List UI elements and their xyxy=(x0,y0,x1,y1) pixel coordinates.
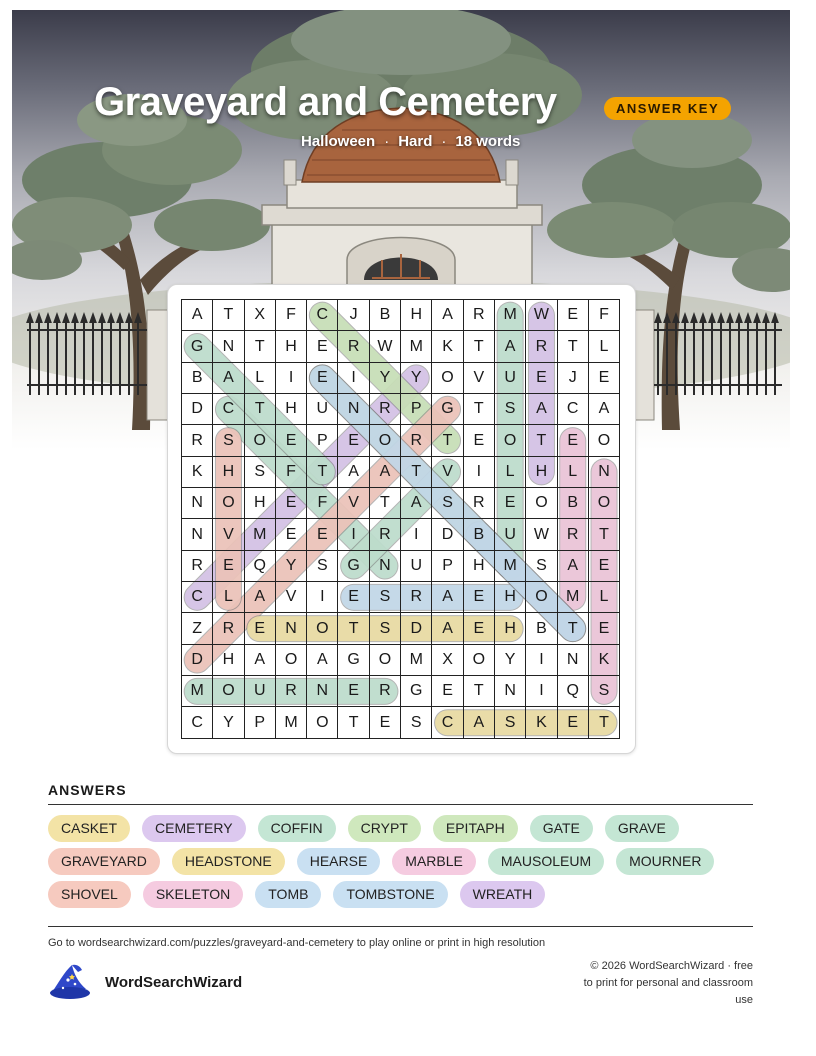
grid-cell[interactable]: A xyxy=(338,457,369,488)
grid-cell[interactable]: Q xyxy=(245,551,276,582)
answer-chip: TOMB xyxy=(255,881,321,908)
grid-cell[interactable]: R xyxy=(558,519,589,550)
grid-cell[interactable]: K xyxy=(589,645,620,676)
grid-cell[interactable]: E xyxy=(558,300,589,331)
grid-cell[interactable]: D xyxy=(432,519,463,550)
grid-cell[interactable]: N xyxy=(558,645,589,676)
grid-cell[interactable]: E xyxy=(213,551,244,582)
grid-cell[interactable]: L xyxy=(589,582,620,613)
grid-cell[interactable]: E xyxy=(558,707,589,738)
grid-cell[interactable]: R xyxy=(464,300,495,331)
answer-chip: MAUSOLEUM xyxy=(488,848,604,875)
grid-cell[interactable]: I xyxy=(338,363,369,394)
grid-cell[interactable]: H xyxy=(245,488,276,519)
grid-cell[interactable]: O xyxy=(432,363,463,394)
grid-cell[interactable]: O xyxy=(589,425,620,456)
grid-cell[interactable]: A xyxy=(432,300,463,331)
grid-cell[interactable]: X xyxy=(245,300,276,331)
wizard-hat-icon xyxy=(48,962,92,1002)
grid-cell[interactable]: E xyxy=(338,676,369,707)
grid-cell[interactable]: B xyxy=(182,363,213,394)
grid-cell[interactable]: J xyxy=(338,300,369,331)
grid-cell[interactable]: Y xyxy=(213,707,244,738)
answer-chip: HEARSE xyxy=(297,848,381,875)
grid-cell[interactable]: P xyxy=(432,551,463,582)
grid-cell[interactable]: Y xyxy=(401,363,432,394)
grid-cell[interactable]: S xyxy=(589,676,620,707)
copyright-notice: © 2026 WordSearchWizard · free to print for personal and classroom use xyxy=(583,960,753,1006)
grid-cell[interactable]: R xyxy=(370,519,401,550)
grid-cell[interactable]: A xyxy=(432,582,463,613)
grid-cell[interactable]: A xyxy=(245,645,276,676)
grid-cell[interactable]: E xyxy=(526,363,557,394)
answer-key-badge: ANSWER KEY xyxy=(604,97,731,120)
grid-cell[interactable]: B xyxy=(370,300,401,331)
grid-cell[interactable]: O xyxy=(589,488,620,519)
grid-cell[interactable]: A xyxy=(464,707,495,738)
grid-cell[interactable]: Z xyxy=(182,613,213,644)
grid-cell[interactable]: U xyxy=(245,676,276,707)
grid-cell[interactable]: T xyxy=(213,300,244,331)
grid-cell[interactable]: C xyxy=(182,707,213,738)
grid-cell[interactable]: R xyxy=(464,488,495,519)
answer-chip: SKELETON xyxy=(143,881,243,908)
grid-cell[interactable]: M xyxy=(245,519,276,550)
grid-cell[interactable]: Q xyxy=(558,676,589,707)
word-count-label: 18 words xyxy=(455,133,521,150)
answer-chip: CEMETERY xyxy=(142,815,246,842)
grid-cell[interactable]: O xyxy=(307,707,338,738)
answer-chip: EPITAPH xyxy=(433,815,518,842)
grid-cell[interactable]: L xyxy=(558,457,589,488)
grid-cell[interactable]: B xyxy=(526,613,557,644)
answer-chip: GATE xyxy=(530,815,593,842)
grid-cell[interactable]: T xyxy=(464,676,495,707)
grid-cell[interactable]: G xyxy=(401,676,432,707)
grid-cell[interactable]: E xyxy=(307,331,338,362)
grid-cell[interactable]: H xyxy=(213,457,244,488)
grid-cell[interactable]: V xyxy=(276,582,307,613)
grid-cell[interactable]: H xyxy=(526,457,557,488)
grid-cell[interactable]: O xyxy=(276,645,307,676)
grid-cell[interactable]: G xyxy=(432,394,463,425)
puzzle-grid-area xyxy=(181,299,619,738)
grid-cell[interactable]: Y xyxy=(370,363,401,394)
grid-cell[interactable]: T xyxy=(464,394,495,425)
brand xyxy=(48,962,242,1002)
grid-cell[interactable]: N xyxy=(307,676,338,707)
answer-chip: WREATH xyxy=(460,881,546,908)
grid-cell[interactable]: O xyxy=(370,645,401,676)
grid-cell[interactable]: I xyxy=(526,645,557,676)
answer-chip: CRYPT xyxy=(348,815,421,842)
grid-cell[interactable]: T xyxy=(401,457,432,488)
theme-label: Halloween xyxy=(301,133,376,150)
grid-cell[interactable]: I xyxy=(307,582,338,613)
grid-cell[interactable]: F xyxy=(276,300,307,331)
answer-chip: MOURNER xyxy=(616,848,714,875)
grid-cell[interactable]: T xyxy=(526,425,557,456)
grid-cell[interactable]: E xyxy=(245,613,276,644)
grid-cell[interactable]: J xyxy=(558,363,589,394)
grid-cell[interactable]: N xyxy=(495,676,526,707)
grid-cell[interactable]: D xyxy=(182,394,213,425)
grid-cell[interactable]: S xyxy=(370,613,401,644)
grid-cell[interactable]: I xyxy=(526,676,557,707)
grid-cell[interactable]: N xyxy=(276,613,307,644)
difficulty-label: Hard xyxy=(398,133,433,150)
answer-chip: MARBLE xyxy=(392,848,476,875)
answer-chip: SHOVEL xyxy=(48,881,131,908)
grid-cell[interactable]: L xyxy=(245,363,276,394)
grid-cell[interactable]: Y xyxy=(276,551,307,582)
grid-cell[interactable]: A xyxy=(213,363,244,394)
grid-cell[interactable]: O xyxy=(370,425,401,456)
grid-cell[interactable]: H xyxy=(464,551,495,582)
grid-cell[interactable]: N xyxy=(182,519,213,550)
grid-cell[interactable]: D xyxy=(182,645,213,676)
grid-cell[interactable]: H xyxy=(401,300,432,331)
grid-cell[interactable]: I xyxy=(464,457,495,488)
grid-cell[interactable]: S xyxy=(495,394,526,425)
grid-cell[interactable]: E xyxy=(338,425,369,456)
grid-cell[interactable]: F xyxy=(589,300,620,331)
grid-cell[interactable]: U xyxy=(495,363,526,394)
grid-cell[interactable]: E xyxy=(464,425,495,456)
grid-cell[interactable]: T xyxy=(245,331,276,362)
grid-cell[interactable]: T xyxy=(245,394,276,425)
grid-cell[interactable]: K xyxy=(432,331,463,362)
grid-cell[interactable]: S xyxy=(370,582,401,613)
grid-cell[interactable]: L xyxy=(213,582,244,613)
grid-cell[interactable]: H xyxy=(495,582,526,613)
grid-cell[interactable]: P xyxy=(245,707,276,738)
grid-cell[interactable]: C xyxy=(307,300,338,331)
grid-cell[interactable]: A xyxy=(370,457,401,488)
grid-cell[interactable]: E xyxy=(495,488,526,519)
grid-cell[interactable]: A xyxy=(307,645,338,676)
grid-cell[interactable]: T xyxy=(558,331,589,362)
grid-cell[interactable]: W xyxy=(526,300,557,331)
grid-cell[interactable]: D xyxy=(401,613,432,644)
answer-chip: TOMBSTONE xyxy=(333,881,447,908)
grid-cell[interactable]: S xyxy=(245,457,276,488)
grid-cell[interactable]: T xyxy=(589,519,620,550)
grid-cell[interactable]: N xyxy=(589,457,620,488)
answer-chip: GRAVEYARD xyxy=(48,848,160,875)
grid-cell[interactable]: S xyxy=(432,488,463,519)
grid-cell[interactable]: E xyxy=(464,613,495,644)
grid-cell[interactable]: O xyxy=(245,425,276,456)
grid-cell[interactable]: M xyxy=(182,676,213,707)
grid-cell[interactable]: F xyxy=(276,457,307,488)
grid-cell[interactable]: O xyxy=(526,488,557,519)
grid-cell[interactable]: O xyxy=(526,582,557,613)
grid-cell[interactable]: V xyxy=(338,488,369,519)
grid-cell[interactable]: M xyxy=(495,300,526,331)
divider xyxy=(48,804,753,805)
answer-word-list xyxy=(48,815,753,908)
grid-cell[interactable]: Y xyxy=(495,645,526,676)
grid-cell[interactable]: M xyxy=(276,707,307,738)
puzzle-title: Graveyard and Cemetery xyxy=(94,80,557,124)
grid-cell[interactable]: R xyxy=(213,613,244,644)
grid-cell[interactable]: S xyxy=(526,551,557,582)
answer-chip: CASKET xyxy=(48,815,130,842)
grid-cell[interactable]: E xyxy=(307,519,338,550)
meta-separator: · xyxy=(384,133,390,150)
grid-cell[interactable]: A xyxy=(526,394,557,425)
grid-cell[interactable]: E xyxy=(276,425,307,456)
grid-cell[interactable]: G xyxy=(182,331,213,362)
answer-chip: GRAVE xyxy=(605,815,679,842)
grid-cell[interactable]: T xyxy=(338,707,369,738)
grid-cell[interactable]: C xyxy=(213,394,244,425)
grid-cell[interactable]: E xyxy=(464,582,495,613)
grid-cell[interactable]: A xyxy=(432,613,463,644)
grid-cell[interactable]: M xyxy=(558,582,589,613)
grid-cell[interactable]: E xyxy=(370,707,401,738)
grid-cell[interactable]: R xyxy=(182,425,213,456)
grid-cell[interactable]: N xyxy=(370,551,401,582)
grid-cell[interactable]: S xyxy=(213,425,244,456)
grid-cell[interactable]: G xyxy=(338,551,369,582)
grid-cell[interactable]: A xyxy=(182,300,213,331)
grid-cell[interactable]: C xyxy=(558,394,589,425)
grid-cell[interactable]: F xyxy=(307,488,338,519)
grid-cell[interactable]: E xyxy=(558,425,589,456)
grid-cell[interactable]: E xyxy=(276,519,307,550)
grid-cell[interactable]: E xyxy=(276,488,307,519)
grid-cell[interactable]: H xyxy=(213,645,244,676)
grid-cell[interactable]: S xyxy=(401,707,432,738)
grid-cell[interactable]: R xyxy=(338,331,369,362)
grid-cell[interactable]: V xyxy=(432,457,463,488)
grid-cell[interactable]: L xyxy=(589,331,620,362)
grid-cell[interactable]: U xyxy=(495,519,526,550)
brand-name: WordSearchWizard xyxy=(105,973,243,991)
grid-cell[interactable]: E xyxy=(307,363,338,394)
answer-chip: COFFIN xyxy=(258,815,336,842)
grid-cell[interactable]: O xyxy=(213,488,244,519)
grid-cell[interactable]: T xyxy=(338,613,369,644)
grid-cell[interactable]: R xyxy=(401,425,432,456)
grid-cell[interactable]: W xyxy=(370,331,401,362)
grid-cell[interactable]: V xyxy=(213,519,244,550)
grid-cell[interactable]: K xyxy=(526,707,557,738)
grid-cell[interactable]: G xyxy=(338,645,369,676)
grid-cell[interactable]: T xyxy=(558,613,589,644)
grid-cell[interactable]: I xyxy=(401,519,432,550)
grid-cell[interactable]: E xyxy=(589,613,620,644)
grid-cell[interactable]: N xyxy=(182,488,213,519)
grid-cell[interactable]: E xyxy=(338,582,369,613)
grid-cell[interactable]: R xyxy=(182,551,213,582)
grid-cell[interactable]: E xyxy=(589,551,620,582)
grid-cell[interactable]: C xyxy=(182,582,213,613)
grid-cell[interactable]: N xyxy=(338,394,369,425)
grid-cell[interactable]: L xyxy=(495,457,526,488)
divider xyxy=(48,926,753,927)
grid-cell[interactable]: I xyxy=(276,363,307,394)
grid-cell[interactable]: R xyxy=(370,676,401,707)
grid-cell[interactable]: H xyxy=(495,613,526,644)
grid-cell[interactable]: R xyxy=(526,331,557,362)
grid-cell[interactable]: O xyxy=(307,613,338,644)
grid-cell[interactable]: R xyxy=(370,394,401,425)
grid-cell[interactable]: P xyxy=(401,394,432,425)
grid-cell[interactable]: C xyxy=(432,707,463,738)
grid-cell[interactable]: T xyxy=(589,707,620,738)
grid-cell[interactable]: T xyxy=(307,457,338,488)
grid-cell[interactable]: N xyxy=(213,331,244,362)
grid-cell[interactable]: A xyxy=(589,394,620,425)
answers-heading: ANSWERS xyxy=(48,782,127,798)
grid-cell[interactable]: S xyxy=(307,551,338,582)
grid-cell[interactable]: T xyxy=(432,425,463,456)
grid-cell[interactable]: E xyxy=(432,676,463,707)
grid-cell[interactable]: O xyxy=(495,425,526,456)
grid-cell[interactable]: A xyxy=(401,488,432,519)
grid-cell[interactable]: E xyxy=(589,363,620,394)
grid-cell[interactable]: O xyxy=(213,676,244,707)
grid-cell[interactable]: T xyxy=(464,331,495,362)
grid-cell[interactable]: R xyxy=(401,582,432,613)
grid-cell[interactable]: B xyxy=(464,519,495,550)
grid-cell[interactable]: A xyxy=(558,551,589,582)
answer-chip: HEADSTONE xyxy=(172,848,285,875)
grid-cell[interactable]: S xyxy=(495,707,526,738)
grid-cell[interactable]: B xyxy=(558,488,589,519)
meta-separator: · xyxy=(441,133,447,150)
grid-cell[interactable]: M xyxy=(401,645,432,676)
grid-cell[interactable]: X xyxy=(432,645,463,676)
grid-cell[interactable]: U xyxy=(307,394,338,425)
grid-cell[interactable]: U xyxy=(401,551,432,582)
play-online-link[interactable]: Go to wordsearchwizard.com/puzzles/graveyard-and-cemetery to play online or print in high resolution xyxy=(48,937,546,949)
grid-cell[interactable]: A xyxy=(495,331,526,362)
grid-cell[interactable]: H xyxy=(276,394,307,425)
grid-cell[interactable]: A xyxy=(245,582,276,613)
grid-cell[interactable]: M xyxy=(401,331,432,362)
grid-cell[interactable]: W xyxy=(526,519,557,550)
grid-cell[interactable]: P xyxy=(307,425,338,456)
grid-cell[interactable]: H xyxy=(276,331,307,362)
letter-grid xyxy=(181,299,620,739)
puzzle-meta xyxy=(301,133,520,150)
grid-cell[interactable]: I xyxy=(338,519,369,550)
grid-cell[interactable]: O xyxy=(464,645,495,676)
grid-cell[interactable]: K xyxy=(182,457,213,488)
grid-cell[interactable]: M xyxy=(495,551,526,582)
grid-cell[interactable]: R xyxy=(276,676,307,707)
grid-cell[interactable]: V xyxy=(464,363,495,394)
grid-cell[interactable]: T xyxy=(370,488,401,519)
